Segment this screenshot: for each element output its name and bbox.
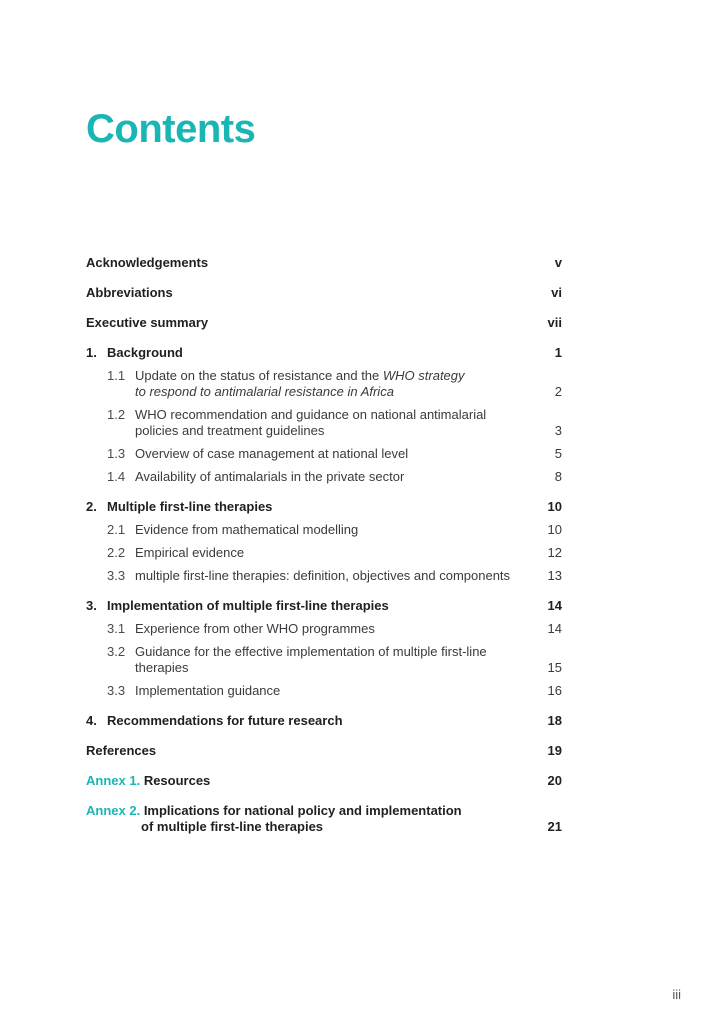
toc-page-number: v — [554, 255, 562, 270]
toc-entry-label: Implementation of multiple first-line therapies — [107, 598, 389, 613]
toc-subentry-label-italic: to respond to antimalarial resistance in Africa — [135, 384, 394, 399]
toc-page-number: 3 — [554, 423, 562, 438]
toc-subentry-2-2[interactable] — [86, 545, 562, 561]
toc-subentry-3-2[interactable] — [86, 644, 562, 676]
toc-subentry-3-3[interactable] — [86, 683, 562, 699]
toc-entry-label: Abbreviations — [86, 285, 173, 300]
toc-page-number: 14 — [547, 621, 562, 636]
toc-entry-section-4[interactable] — [86, 713, 562, 729]
toc-page-number: 5 — [554, 446, 562, 461]
toc-page-number: 1 — [554, 345, 562, 360]
toc-page-number: 2 — [554, 384, 562, 399]
toc-page-number: 20 — [547, 773, 562, 788]
toc-page-number: 13 — [547, 568, 562, 583]
toc-subentry-label: Guidance for the effective implementation of multiple first-line — [135, 644, 487, 659]
toc-entry-label: References — [86, 743, 157, 758]
toc-page-number: 15 — [547, 660, 562, 675]
toc-page-number: vi — [551, 285, 562, 300]
toc-page-number: 14 — [547, 598, 562, 613]
toc-subentry-label: policies and treatment guidelines — [135, 423, 325, 438]
page-title: Contents — [86, 107, 256, 151]
toc-subentry-label: Overview of case management at national level — [135, 446, 409, 461]
annex-tag: Annex 1. — [86, 773, 141, 788]
subsection-number: 3.3 — [107, 568, 126, 583]
toc-subentry-2-1[interactable] — [86, 522, 562, 538]
section-number: 1. — [86, 345, 97, 360]
toc-entry-label: Background — [107, 345, 183, 360]
subsection-number: 3.2 — [107, 644, 126, 659]
section-number: 2. — [86, 499, 97, 514]
toc-subentry-label: Empirical evidence — [135, 545, 245, 560]
section-number: 4. — [86, 713, 97, 728]
toc-subentry-label-italic: WHO strategy — [382, 368, 465, 383]
subsection-number: 3.3 — [107, 683, 126, 698]
toc-subentry-label: Implementation guidance — [135, 683, 281, 698]
toc-entry-annex-2[interactable] — [86, 803, 562, 835]
toc-subentry-label: multiple first-line therapies: definition, objectives and components — [135, 568, 511, 583]
toc-page-number: 16 — [547, 683, 562, 698]
subsection-number: 1.3 — [107, 446, 126, 461]
toc-subentry-2-3[interactable] — [86, 568, 562, 584]
toc-subentry-1-2[interactable] — [86, 407, 562, 439]
subsection-number: 1.2 — [107, 407, 126, 422]
section-number: 3. — [86, 598, 97, 613]
toc-subentry-label: Availability of antimalarials in the private sector — [135, 469, 405, 484]
subsection-number: 1.1 — [107, 368, 126, 383]
toc-entry-label: of multiple first-line therapies — [141, 819, 324, 834]
toc-page-number: 18 — [547, 713, 562, 728]
footer-page-number: iii — [672, 987, 681, 1002]
toc-subentry-1-1[interactable] — [86, 368, 562, 400]
toc-entry-label: Recommendations for future research — [107, 713, 343, 728]
toc-subentry-label: therapies — [135, 660, 189, 675]
toc-subentry-label: Evidence from mathematical modelling — [135, 522, 359, 537]
annex-tag: Annex 2. — [86, 803, 141, 818]
toc-page-number: 19 — [547, 743, 562, 758]
toc-page-number: 12 — [547, 545, 562, 560]
toc-entry-section-1[interactable] — [86, 345, 562, 361]
toc-entry-section-3[interactable] — [86, 598, 562, 614]
toc-page-number: 10 — [547, 499, 562, 514]
subsection-number: 1.4 — [107, 469, 126, 484]
toc-page-number: 10 — [547, 522, 562, 537]
toc-entry-executive-summary[interactable] — [86, 315, 562, 331]
toc-subentry-3-1[interactable] — [86, 621, 562, 637]
toc-subentry-1-4[interactable] — [86, 469, 562, 485]
toc-page-number: 8 — [554, 469, 562, 484]
toc-entry-label: Executive summary — [86, 315, 209, 330]
toc-subentry-label: Experience from other WHO programmes — [135, 621, 375, 636]
toc-subentry-label: WHO recommendation and guidance on national antimalarial — [135, 407, 487, 422]
toc-entry-section-2[interactable] — [86, 499, 562, 515]
toc-page-number: 21 — [547, 819, 562, 834]
toc-entry-annex-1[interactable] — [86, 773, 562, 789]
toc-subentry-1-3[interactable] — [86, 446, 562, 462]
subsection-number: 2.2 — [107, 545, 126, 560]
toc-entry-abbreviations[interactable] — [86, 285, 562, 301]
subsection-number: 2.1 — [107, 522, 126, 537]
toc-entry-label: Implications for national policy and implementation — [143, 803, 462, 818]
toc-subentry-label: Update on the status of resistance and the — [135, 368, 383, 383]
toc-entry-label: Acknowledgements — [86, 255, 209, 270]
toc-entry-label: Multiple first-line therapies — [107, 499, 273, 514]
toc-entry-label: Resources — [143, 773, 211, 788]
table-of-contents — [86, 255, 562, 835]
toc-entry-references[interactable] — [86, 743, 562, 759]
subsection-number: 3.1 — [107, 621, 126, 636]
toc-entry-acknowledgements[interactable] — [86, 255, 562, 271]
toc-page-number: vii — [547, 315, 562, 330]
